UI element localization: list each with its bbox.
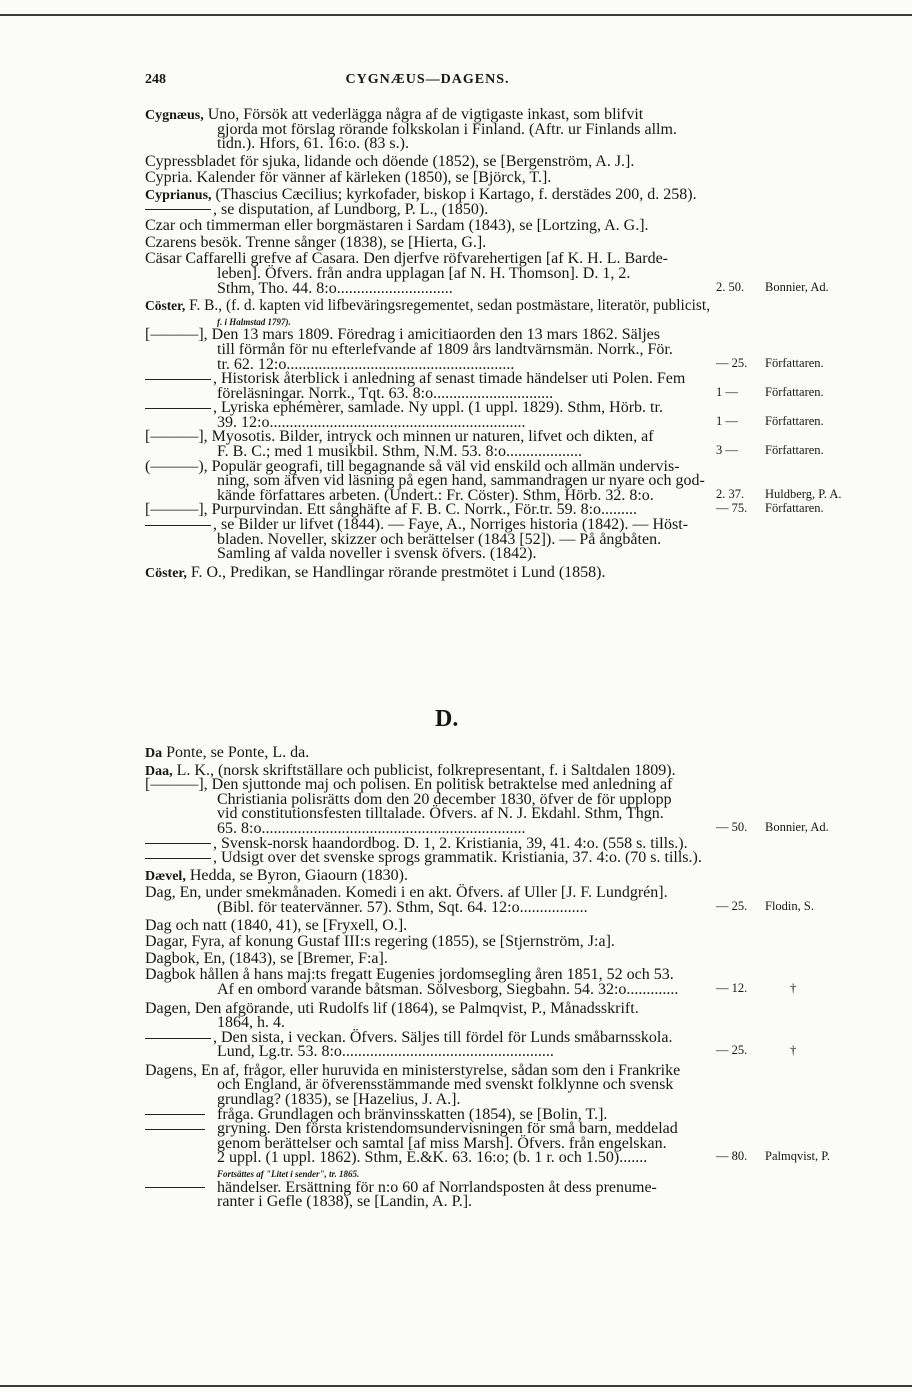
entry-line (145, 370, 715, 388)
entry-text: Dagen, Den afgörande, uti Rudolfs lif (1864), se Palmqvist, P., Månadsskrift. (145, 999, 639, 1017)
entry-text: Dag och natt (1840, 41), se [Fryxell, O.]. (145, 916, 408, 934)
entry-text: , Den sista, i veckan. Öfvers. Säljes till fördel för Lunds småbarnsskola. (213, 1028, 673, 1046)
price: — 25. (716, 1043, 748, 1058)
entry-text: till förmån för nu efterlefvande af 1809 års landtvärnsmän. Norrk., För. (217, 340, 673, 358)
entry-line (145, 1164, 715, 1179)
publisher: Palmqvist, P. (765, 1149, 830, 1164)
price: — 50. (716, 819, 748, 834)
entry-line (145, 1135, 715, 1150)
entry-text: Dagbok hållen å hans maj:ts fregatt Eugenies jordomsegling åren 1851, 52 och 53. (145, 966, 674, 984)
page-header (145, 72, 710, 90)
entry-line (145, 867, 715, 882)
ditto-dash (145, 1187, 205, 1188)
entry-line (145, 428, 715, 446)
entry-line (145, 805, 715, 823)
entry-text: f. i Halmstad 1797). (217, 316, 291, 327)
publisher: Flodin, S. (765, 898, 814, 913)
entry-line (145, 933, 715, 951)
entry-text: gjorda mot förslag rörande folkskolan i Finland. (Aftr. ur Finlands allm. (217, 120, 677, 138)
entry-line (145, 516, 715, 534)
entries-d (145, 744, 830, 1211)
entry-line (145, 776, 715, 794)
running-title: CYGNÆUS—DAGENS. (345, 72, 510, 87)
entry-text: Cypressbladet för sjuka, lidande och döende (1852), se [Bergenström, A. J.]. (145, 152, 635, 170)
publisher: Författaren. (765, 443, 824, 458)
entry-text: bladen. Noveller, skizzer och berättelser (1843 [52]). — På ångbåten. (217, 530, 662, 548)
entry-line (145, 884, 715, 902)
entry-line (145, 135, 715, 153)
ditto-dash (145, 525, 211, 526)
entry-line (145, 1043, 797, 1061)
price: — 25. (716, 355, 748, 370)
entry-text: Sthm, Tho. 44. 8:o............................. (217, 279, 453, 297)
entry-text: vid constitutionsfesten tilltalade. Öfvers. af N. J. Ekdahl. Sthm, Thgn. (217, 805, 664, 823)
entry-text: , Udsigt over det svenske sprogs grammatik. Kristiania, 37. 4:o. (70 s. tills.). (213, 849, 702, 867)
entry-text: Czar och timmerman eller borgmästaren i Sardam (1843), se [Lortzing, A. G.]. (145, 217, 649, 235)
entry-line (145, 486, 842, 504)
price: — 12. (716, 980, 748, 995)
entry-line (145, 762, 715, 777)
ditto-dash (145, 843, 211, 844)
ditto-dash (145, 1129, 205, 1130)
section-letter-d: D. (435, 706, 459, 732)
entry-text: Samling af valda noveller i svensk öfvers. (1842). (217, 545, 537, 563)
price: 3 — (716, 443, 738, 458)
entry-text: Cypria. Kalender för vänner af kärleken (1850), se [Björck, T.]. (145, 169, 552, 187)
publisher: Bonnier, Ad. (765, 819, 829, 834)
entry-line (145, 265, 715, 280)
ditto-dash (145, 1038, 211, 1039)
entry-text: (Bibl. för teatervänner. 57). Sthm, Sqt. 64. 12:o................. (217, 898, 588, 916)
entry-text: 39. 12:o................................................................ (217, 413, 526, 431)
entry-text: Cöster, F. O., Predikan, se Handlingar rörande prestmötet i Lund (1858). (145, 563, 606, 581)
entry-line (145, 1091, 715, 1109)
entry-text: , se disputation, af Lundborg, P. L., (1850). (213, 200, 489, 218)
entry-text: Dævel, Hedda, se Byron, Giaourn (1830). (145, 866, 408, 884)
top-scan-edge (0, 14, 912, 16)
entry-line (145, 326, 715, 344)
entry-line (145, 250, 715, 268)
publisher: Författaren. (765, 355, 824, 370)
entry-text: , se Bilder ur lifvet (1844). — Faye, A., Norriges historia (1842). — Höst- (213, 516, 689, 534)
entry-line (145, 1000, 715, 1015)
price: 1 — (716, 384, 738, 399)
entry-line (145, 458, 715, 473)
entry-line (145, 1179, 715, 1194)
entry-line (145, 341, 715, 356)
entry-line (145, 1120, 715, 1138)
entry-text: Fortsättes af "Litet i sender", tr. 1865. (217, 1169, 360, 1180)
entry-text: gryning. Den första kristendomsundervisningen för små barn, meddelad (217, 1120, 678, 1138)
publisher: Författaren. (765, 501, 824, 516)
entry-text: ranter i Gefle (1838), se [Landin, A. P.]. (217, 1193, 473, 1211)
entry-text: , Svensk-norsk haandordbog. D. 1, 2. Kristiania, 39, 41. 4:o. (558 s. tills.). (213, 834, 688, 852)
entry-line (145, 312, 715, 327)
entry-line (145, 501, 824, 519)
entry-text: Cyprianus, (Thascius Cæcilius; kyrkofader, biskop i Kartago, f. derstädes 200, d. 258). (145, 185, 697, 203)
entry-line (145, 531, 715, 546)
publisher: Författaren. (765, 384, 824, 399)
entry-line (145, 898, 814, 916)
ditto-dash (145, 408, 211, 409)
entry-line (145, 413, 824, 431)
entry-line (145, 1149, 830, 1167)
entry-text: tidn.). Hfors, 61. 16:o. (83 s.). (217, 135, 409, 153)
entry-text: Daa, L. K., (norsk skriftställare och publicist, folkrepresentant, f. i Saltdalen 1809). (145, 761, 676, 779)
ditto-dash (145, 379, 211, 380)
entry-text: , Historisk återblick i anledning af senast timade händelser uti Polen. Fem (213, 370, 686, 388)
entry-line (145, 472, 715, 490)
entry-text: fråga. Grundlagen och bränvinsskatten (1854), se [Bolin, T.]. (217, 1105, 608, 1123)
entry-text: Cöster, F. B., (f. d. kapten vid lifbeväringsregementet, sedan postmästare, literatör, publicist, (145, 297, 711, 315)
entry-text: Dagens, En af, frågor, eller huruvida en ministerstyrelse, sådan som den i Frankrike (145, 1061, 681, 1079)
entry-line (145, 1029, 715, 1044)
entry-line (145, 1014, 715, 1032)
price: — 75. (716, 501, 748, 516)
bottom-scan-edge (0, 1385, 912, 1387)
entry-line (145, 849, 715, 867)
entry-line (145, 355, 824, 373)
entry-text: ning, som äfven vid läsning på egen hand, sammandragen ur nyare och god- (217, 472, 705, 490)
publisher: Bonnier, Ad. (765, 279, 829, 294)
entry-line (145, 297, 715, 315)
entry-line (145, 1076, 715, 1094)
entry-text: (———), Populär geografi, till begagnande så väl vid enskild och allmän undervis- (145, 457, 680, 475)
entry-text: [———], Myosotis. Bilder, intryck och minnen ur naturen, lifvet och dikten, af (145, 428, 654, 446)
entry-line (145, 121, 715, 136)
entry-text: Czarens besök. Trenne sånger (1838), se [Hierta, G.]. (145, 233, 487, 251)
price: — 25. (716, 898, 748, 913)
entry-text: [———], Purpurvindan. Ett sånghäfte af F. B. C. Norrk., För.tr. 59. 8:o......... (145, 501, 638, 519)
entries-cygnaeus-coster (145, 106, 842, 581)
entry-text: Christiania polisrätts dom den 20 december 1830, öfver de för upplopp (217, 790, 672, 808)
entry-line (145, 966, 715, 984)
entry-text: leben]. Öfvers. från andra upplagan [af N. H. Thomson]. D. 1, 2. (217, 264, 631, 282)
entry-text: [———], Den sjuttonde maj och polisen. En politisk betraktelse med anledning af (145, 776, 673, 794)
entry-text: och England, är öfverensstämmande med svenskt folklynne och svensk (217, 1076, 674, 1094)
ditto-dash (145, 858, 211, 859)
entry-line (145, 545, 715, 563)
entry-line (145, 169, 715, 187)
entry-text: kände författares arbeten. (Undert.: Fr. Cöster). Sthm, Hörb. 32. 8:o. (217, 486, 654, 504)
price: 2. 50. (716, 279, 745, 294)
publisher: Författaren. (765, 413, 824, 428)
entry-text: Dagar, Fyra, af konung Gustaf III:s regering (1855), se [Stjernström, J:a]. (145, 933, 615, 951)
price: — 80. (716, 1149, 748, 1164)
entry-text: , Lyriska ephémèrer, samlade. Ny uppl. (1 uppl. 1829). Sthm, Hörb. tr. (213, 399, 663, 417)
entry-line (145, 217, 715, 235)
entry-text: Dagbok, En, (1843), se [Bremer, F:a]. (145, 949, 388, 967)
entry-text: Da Ponte, se Ponte, L. da. (145, 744, 310, 761)
price: 2. 37. (716, 486, 745, 501)
entry-text: 1864, h. 4. (217, 1014, 285, 1032)
entry-text: tr. 62. 12:o......................................................... (217, 355, 515, 373)
ditto-dash (145, 1114, 205, 1115)
entry-line (145, 950, 715, 965)
entry-text: F. B. C.; med 1 musikbil. Sthm, N.M. 53. 8:o................... (217, 443, 582, 461)
entry-line (145, 279, 829, 297)
entry-line (145, 819, 829, 837)
entry-text: händelser. Ersättning för n:o 60 af Norrlandsposten åt dess prenume- (217, 1178, 657, 1196)
entry-line (145, 835, 715, 850)
entry-line (145, 106, 715, 121)
entry-line (145, 791, 715, 806)
entry-text: [———], Den 13 mars 1809. Föredrag i amicitiaorden den 13 mars 1862. Säljes (145, 326, 660, 344)
publisher: † (790, 1043, 797, 1058)
entry-line (145, 384, 824, 402)
entry-line (145, 1106, 715, 1121)
entry-line (145, 1193, 715, 1211)
entry-line (145, 234, 715, 249)
entry-text: föreläsningar. Norrk., Tqt. 63. 8:o.............................. (217, 384, 554, 402)
entry-text: genom berättelser och samtal [af miss Marsh]. Öfvers. från engelskan. (217, 1134, 667, 1152)
entry-line (145, 564, 715, 579)
entry-text: Dag, En, under smekmånaden. Komedi i en akt. Öfvers. af Uller [J. F. Lundgrén]. (145, 884, 668, 902)
ditto-dash (145, 209, 211, 210)
entry-text: Cygnæus, Uno, Försök att vederlägga några af de vigtigaste inkast, som blifvit (145, 106, 644, 123)
entry-line (145, 443, 824, 461)
entry-text: grundlag? (1835), se [Hazelius, J. A.]. (217, 1091, 461, 1109)
entry-line (145, 186, 715, 201)
entry-line (145, 744, 715, 759)
entry-text: Cäsar Caffarelli grefve af Casara. Den djerfve röfvarehertigen [af K. H. L. Barde- (145, 250, 668, 268)
entry-text: 65. 8:o.................................................................. (217, 819, 526, 837)
entry-line (145, 201, 715, 216)
entry-text: Lund, Lg.tr. 53. 8:o..................................................... (217, 1043, 554, 1061)
entry-line (145, 1062, 715, 1077)
entry-line (145, 153, 715, 168)
entry-text: Af en ombord varande båtsman. Sölvesborg, Siegbahn. 54. 32:o............. (217, 980, 679, 998)
publisher: Huldberg, P. A. (765, 486, 842, 501)
entry-text: 2 uppl. (1 uppl. 1862). Sthm, E.&K. 63. 16:o; (b. 1 r. och 1.50)....... (217, 1149, 648, 1167)
publisher: † (790, 980, 797, 995)
entry-line (145, 980, 797, 998)
entry-line (145, 917, 715, 932)
entry-line (145, 399, 715, 417)
price: 1 — (716, 413, 738, 428)
page-number: 248 (145, 72, 166, 87)
